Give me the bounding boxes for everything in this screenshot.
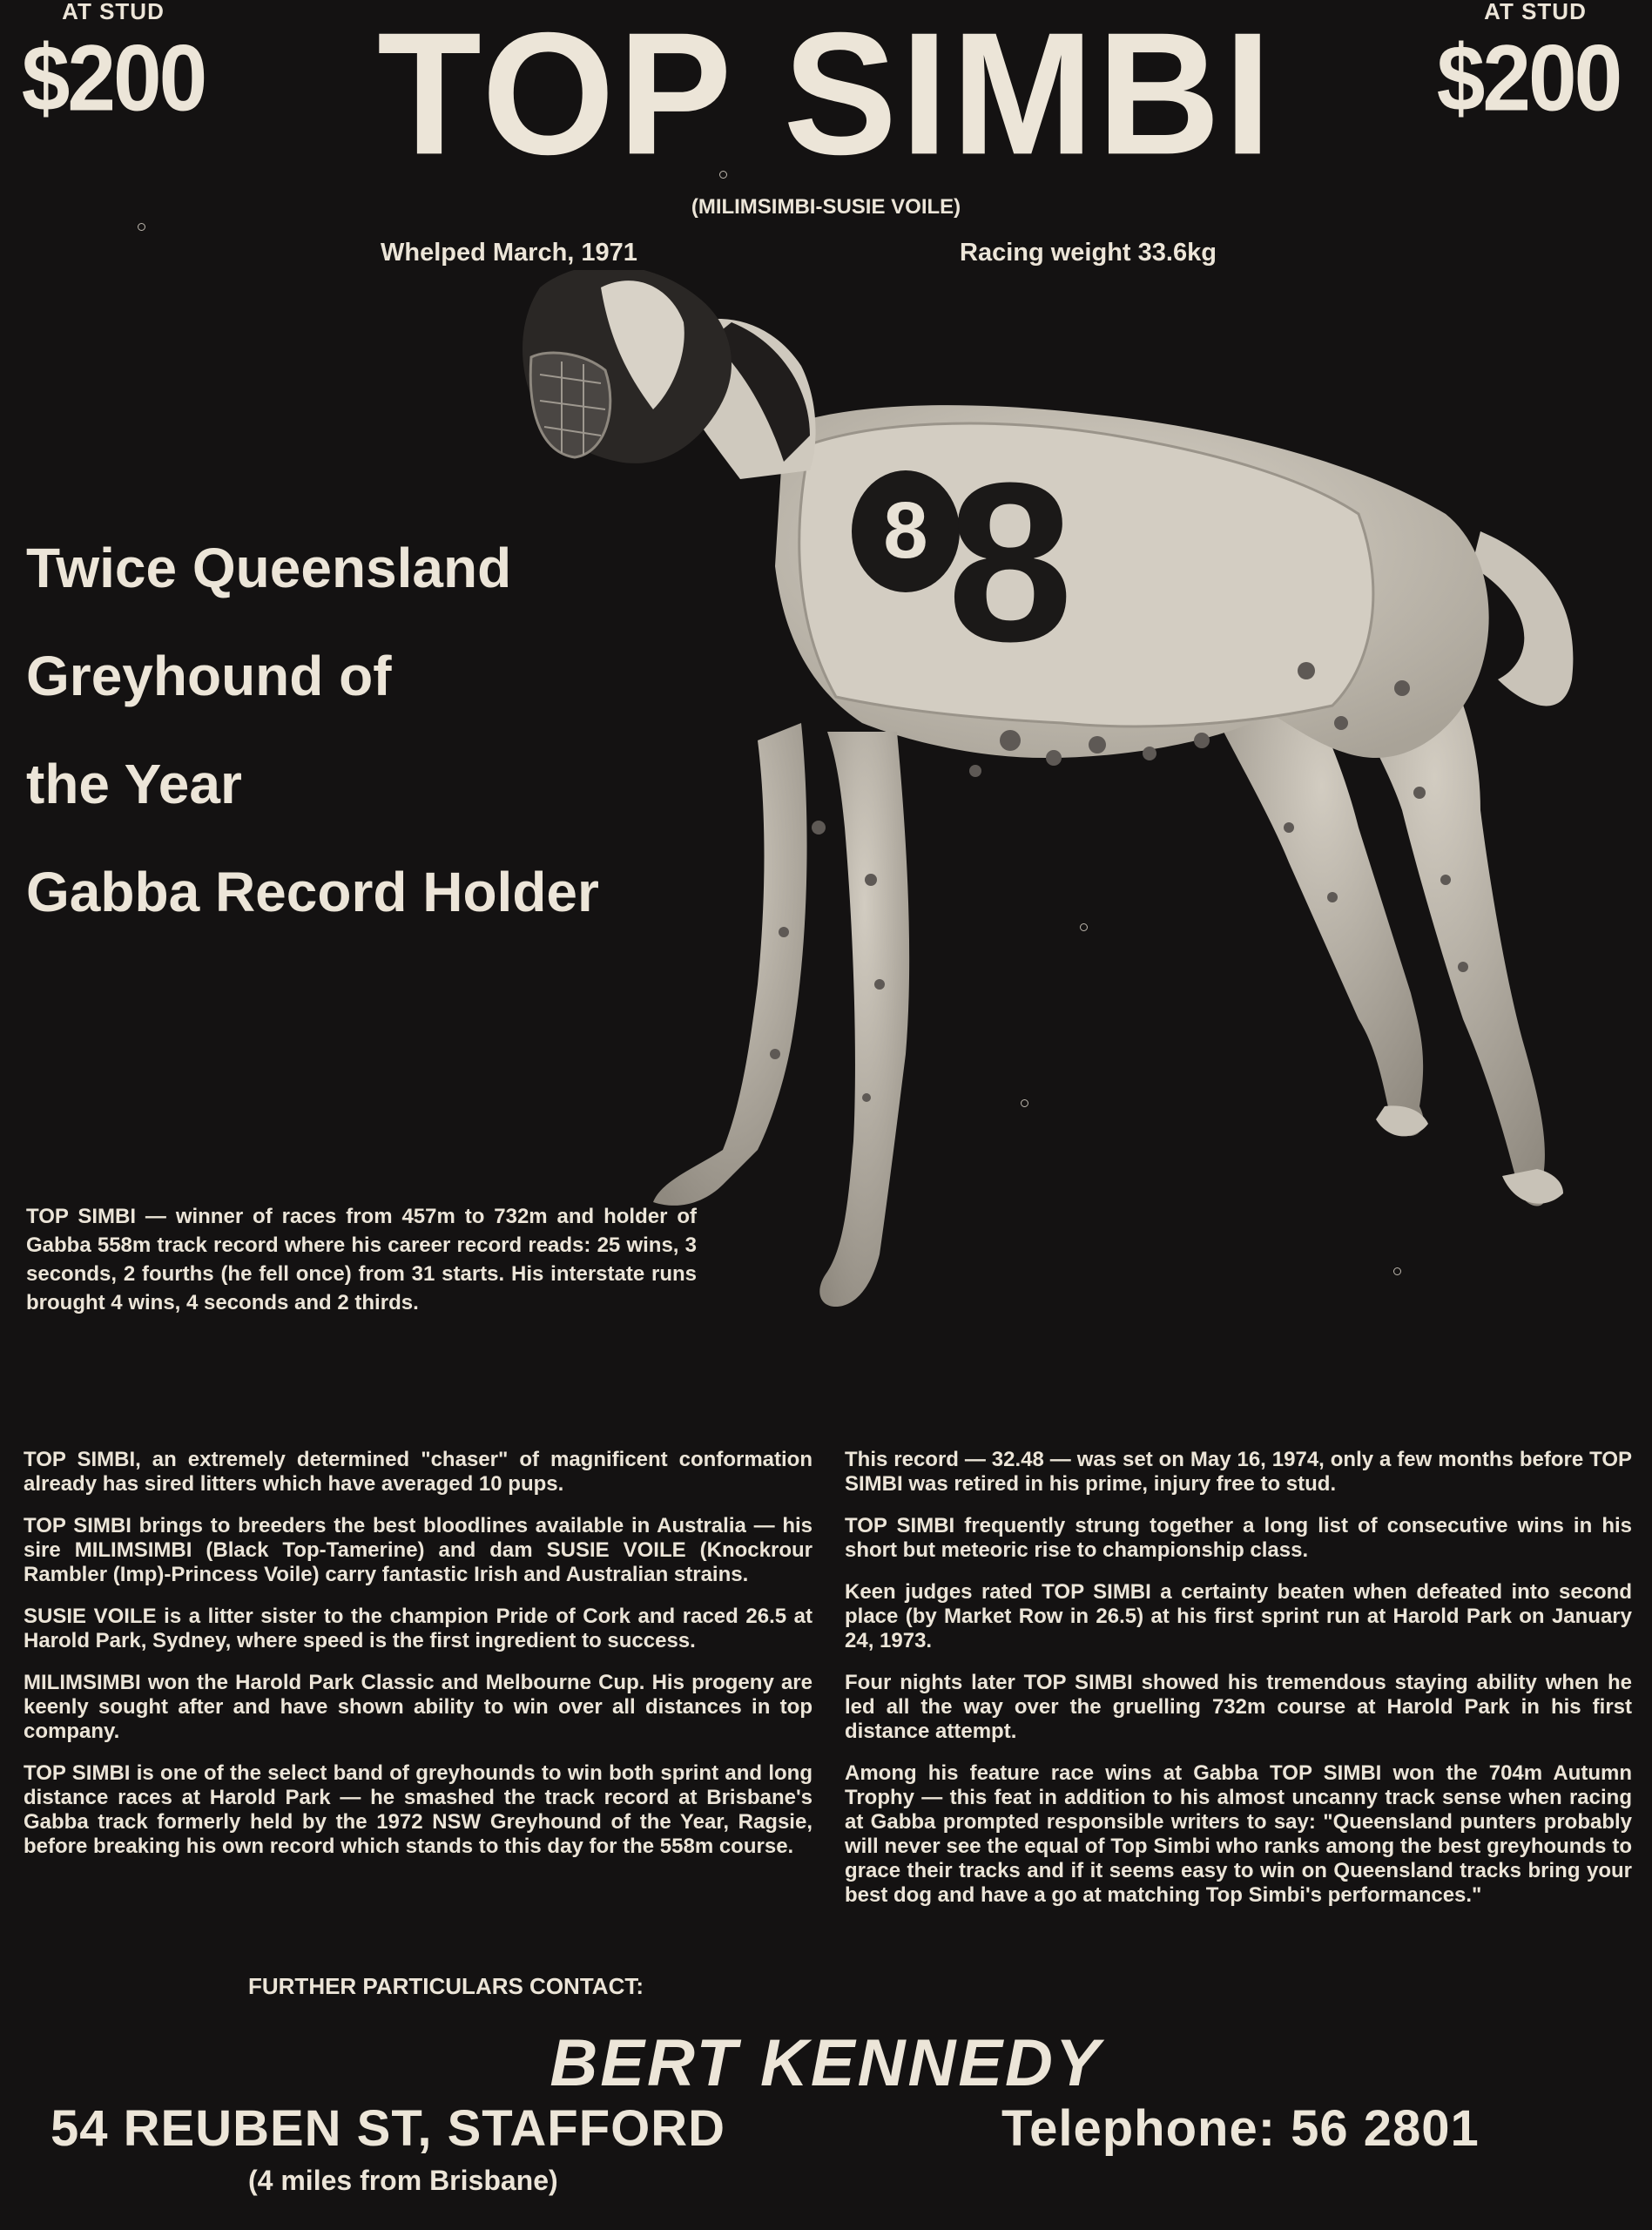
contact-label: FURTHER PARTICULARS CONTACT:	[248, 1973, 644, 1999]
at-stud-label-left: AT STUD	[62, 0, 165, 24]
stud-fee-right: $200	[1436, 25, 1621, 132]
page-title: TOP SIMBI	[377, 0, 1275, 192]
stud-fee-left: $200	[21, 25, 206, 132]
paragraph: TOP SIMBI is one of the select band of greyhounds to win both sprint and long distance races at Harold Park — he smashed the track record at Brisbane's Gabba track formerly held by the 1972 NSW Greyhound of the Year, Ragsie, before breaking his own record which stands to this day for the 558m course.	[24, 1761, 813, 1858]
paragraph: Among his feature race wins at Gabba TOP SIMBI won the 704m Autumn Trophy — this feat in addition to his almost uncanny track sense when racing at Gabba prompted responsible writers to say: "Queensland punters probably will never see the equal of Top Simbi who ranks among the best greyhounds to grace their tracks and if it seems easy to win on Queensland tracks bring your best dog and have a go at matching Top Simbi's performances."	[845, 1761, 1632, 1907]
whelped-date: Whelped March, 1971	[381, 239, 637, 267]
print-speck	[1393, 1267, 1401, 1275]
intro-paragraph: TOP SIMBI — winner of races from 457m to 732m and holder of Gabba 558m track record where his career record reads: 25 wins, 3 seconds, 2 fourths (he fell once) from 31 starts. His interstate runs brought 4 wins, 4 seconds and 2 thirds.	[26, 1205, 697, 1314]
print-speck	[719, 171, 727, 179]
headline	[26, 514, 653, 946]
print-speck	[1021, 1099, 1028, 1107]
headline-line: Greyhound of	[26, 645, 392, 707]
headline-line: the Year	[26, 753, 242, 815]
print-speck	[138, 223, 145, 231]
racing-weight: Racing weight 33.6kg	[960, 239, 1217, 267]
paragraph: This record — 32.48 — was set on May 16, 1974, only a few months before TOP SIMBI was retired in his prime, injury free to stud.	[845, 1448, 1632, 1496]
contact-telephone: Telephone: 56 2801	[1001, 2100, 1480, 2157]
contact-distance: (4 miles from Brisbane)	[248, 2165, 558, 2196]
paragraph: SUSIE VOILE is a litter sister to the champion Pride of Cork and raced 26.5 at Harold Park, Sydney, where speed is the first ingredient to success.	[24, 1605, 813, 1652]
left-column	[24, 1448, 813, 1876]
contact-name: BERT KENNEDY	[550, 2026, 1102, 2100]
rug-number-small: 8	[883, 486, 928, 575]
paragraph: TOP SIMBI frequently strung together a long list of consecutive wins in his short but meteoric rise to championship class.	[845, 1514, 1632, 1562]
paragraph: TOP SIMBI, an extremely determined "chaser" of magnificent conformation already has sired litters which have averaged 10 pups.	[24, 1448, 813, 1496]
right-column	[845, 1448, 1632, 1925]
breeding-line: (MILIMSIMBI-SUSIE VOILE)	[691, 195, 961, 219]
headline-line: Twice Queensland	[26, 537, 512, 599]
contact-address: 54 REUBEN ST, STAFFORD	[51, 2100, 726, 2157]
paragraph: Keen judges rated TOP SIMBI a certainty beaten when defeated into second place (by Market Row in 26.5) at his first sprint run at Harold Park on January 24, 1973.	[845, 1580, 1632, 1652]
print-speck	[1080, 923, 1088, 931]
paragraph: Four nights later TOP SIMBI showed his tremendous staying ability when he led all the way over the gruelling 732m course at Harold Park in his first distance attempt.	[845, 1671, 1632, 1743]
headline-line: Gabba Record Holder	[26, 861, 599, 923]
rug-number-large: 8	[947, 436, 1074, 689]
at-stud-label-right: AT STUD	[1484, 0, 1587, 24]
paragraph: TOP SIMBI brings to breeders the best bloodlines available in Australia — his sire MILIMSIMBI (Black Top-Tamerine) and dam SUSIE VOILE (Knockrour Rambler (Imp)-Princess Voile) carry fantastic Irish and Australian strains.	[24, 1514, 813, 1586]
paragraph: MILIMSIMBI won the Harold Park Classic and Melbourne Cup. His progeny are keenly sought after and have shown ability to win over all distances in top company.	[24, 1671, 813, 1743]
